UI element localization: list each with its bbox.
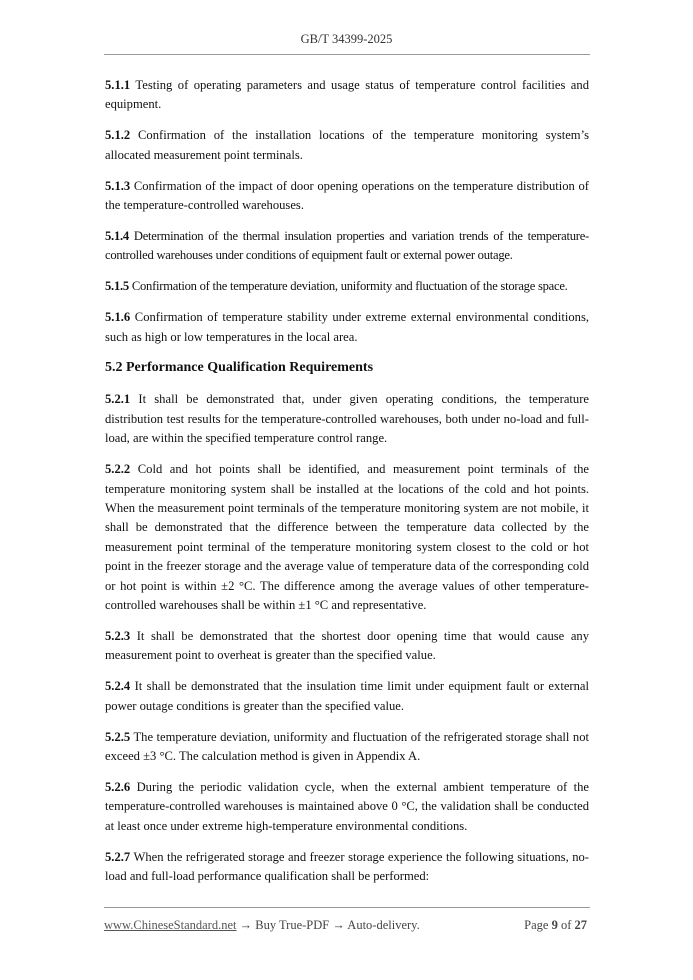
clause-text: Determination of the thermal insulation properties and variation trends of the temperature-controlled warehouses under conditions of equipment fault or external power outage.	[105, 228, 589, 263]
clause-number: 5.2.6	[105, 779, 131, 794]
clause-number: 5.2.2	[105, 462, 131, 477]
clause-number: 5.1.2	[105, 128, 131, 143]
document-body	[105, 76, 589, 898]
clause-text: During the periodic validation cycle, when the external ambient temperature of the temperature-controlled warehouses is maintained above 0 °C, the validation shall be conducted at least once under extreme high-temperature environmental conditions.	[105, 779, 589, 833]
clause-number: 5.1.5	[105, 279, 129, 294]
clause-5-2-2	[105, 460, 589, 615]
clause-number: 5.2.3	[105, 628, 131, 643]
section-heading: 5.2 Performance Qualification Requirements	[105, 360, 374, 376]
of-label: of	[560, 918, 572, 932]
clause-5-1-1	[105, 76, 589, 115]
header-divider	[104, 54, 590, 55]
clause-text: Confirmation of the temperature deviation, uniformity and fluctuation of the storage space.	[128, 279, 568, 294]
clause-number: 5.1.4	[105, 228, 129, 243]
footer-promo-text: → Buy True-PDF → Auto-delivery.	[236, 918, 420, 932]
clause-5-2-7	[105, 848, 589, 887]
page-total: 27	[574, 918, 587, 932]
clause-text: Confirmation of the impact of door opening operations on the temperature distribution of the temperature-controlled warehouses.	[105, 178, 589, 213]
clause-5-2-6	[105, 778, 589, 836]
footer-divider	[104, 907, 590, 908]
clause-text: It shall be demonstrated that the insulation time limit under equipment fault or external power outage conditions is greater than the specified value.	[105, 679, 589, 713]
clause-number: 5.1.3	[105, 178, 131, 193]
site-link[interactable]: www.ChineseStandard.net	[104, 918, 237, 932]
clause-text: Confirmation of the installation locations of the temperature monitoring system’s allocated measurement point terminals.	[105, 128, 589, 162]
clause-5-1-3	[105, 177, 589, 216]
clause-5-1-5	[105, 277, 589, 296]
clause-5-2-3	[105, 627, 589, 666]
clause-5-2-5	[105, 728, 589, 767]
clause-number: 5.1.6	[105, 310, 131, 325]
clause-5-2-4	[105, 677, 589, 716]
page-number: 9	[551, 918, 558, 932]
clause-text: It shall be demonstrated that, under given operating conditions, the temperature distribution test results for the temperature-controlled warehouses, both under no-load and full-load, are within the specified temperature control range.	[105, 392, 589, 446]
page-counter	[524, 918, 587, 933]
clause-5-2-1	[105, 390, 589, 448]
clause-number: 5.2.5	[105, 729, 131, 744]
clause-text: Cold and hot points shall be identified, and measurement point terminals of the temperature monitoring system shall be installed at the locations of the cold and hot points. When the measurement point terminals of the temperature monitoring system are not mobile, it shall be demonstrated that the difference between the temperature data collected by the measurement point terminal of the temperature monitoring system closest to the cold or hot point in the freezer storage and the average value of temperature data of the corresponding cold or hot point is within ±2 °C. The difference among the average values of other temperature-controlled warehouses shall be within ±1 °C and representative.	[105, 462, 589, 613]
clause-number: 5.2.1	[105, 392, 131, 407]
clause-5-1-6	[105, 308, 589, 347]
clause-number: 5.1.1	[105, 78, 131, 92]
clause-text: Confirmation of temperature stability under extreme external environmental conditions, such as high or low temperatures in the local area.	[105, 310, 589, 344]
clause-text: The temperature deviation, uniformity and fluctuation of the refrigerated storage shall not exceed ±3 °C. The calculation method is given in Appendix A.	[105, 729, 589, 763]
clause-5-1-4	[105, 227, 589, 266]
footer-promo	[104, 918, 420, 933]
clause-text: Testing of operating parameters and usage status of temperature control facilities and equipment.	[105, 78, 589, 112]
clause-number: 5.2.4	[105, 679, 131, 694]
clause-number: 5.2.7	[105, 849, 131, 864]
clause-5-1-2	[105, 126, 589, 165]
page-label: Page	[524, 918, 549, 932]
clause-text: It shall be demonstrated that the shortest door opening time that would cause any measurement point to overheat is greater than the specified value.	[105, 628, 589, 663]
page-header: GB/T 34399-2025	[300, 32, 393, 46]
clause-text: When the refrigerated storage and freezer storage experience the following situations, no-load and full-load performance qualification shall be performed:	[105, 849, 589, 883]
